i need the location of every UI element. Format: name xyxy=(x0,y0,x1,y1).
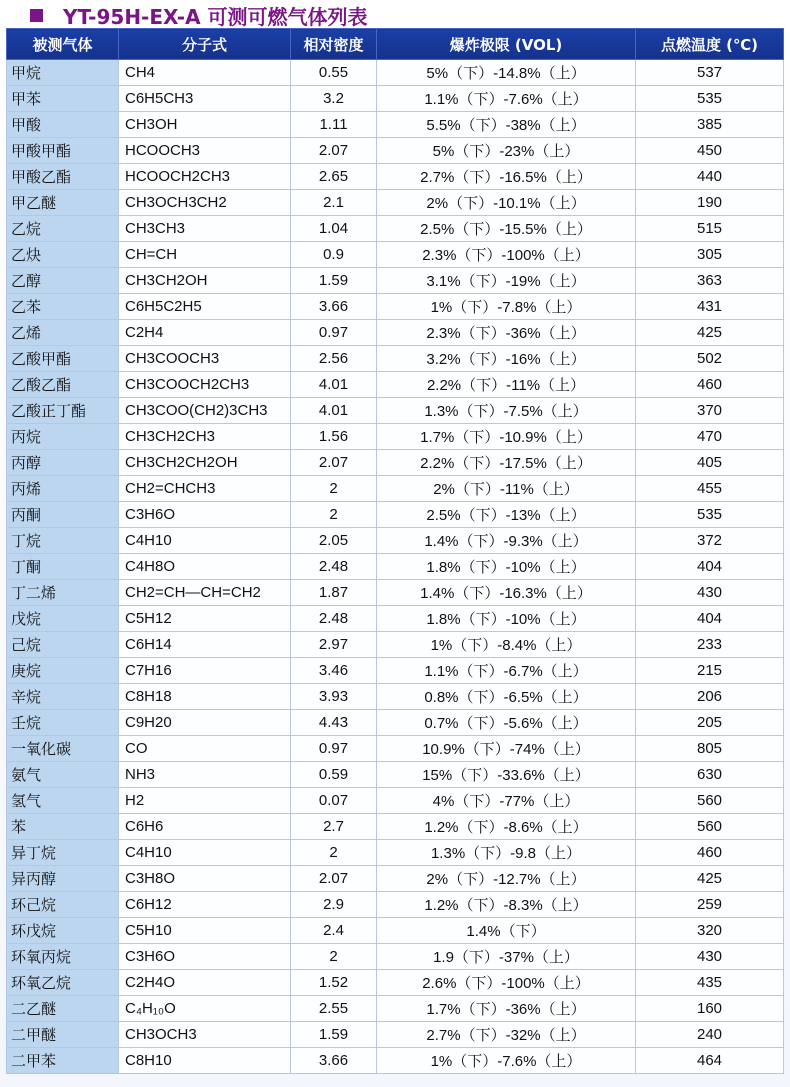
gas-table xyxy=(6,28,784,1074)
explosion-limits-cell: 2.5%（下）-15.5%（上） xyxy=(377,216,636,242)
table-row xyxy=(7,164,784,190)
explosion-limits-cell: 1.3%（下）-7.5%（上） xyxy=(377,398,636,424)
ignition-temp-cell: 425 xyxy=(636,320,784,346)
gas-name-cell: 环氧丙烷 xyxy=(7,944,119,970)
ignition-temp-cell: 431 xyxy=(636,294,784,320)
table-row xyxy=(7,1048,784,1074)
formula-cell: C5H12 xyxy=(119,606,291,632)
explosion-limits-cell: 5%（下）-14.8%（上） xyxy=(377,60,636,86)
explosion-limits-cell: 1.4%（下）-16.3%（上） xyxy=(377,580,636,606)
explosion-limits-cell: 0.7%（下）-5.6%（上） xyxy=(377,710,636,736)
ignition-temp-cell: 206 xyxy=(636,684,784,710)
gas-name-cell: 辛烷 xyxy=(7,684,119,710)
ignition-temp-cell: 537 xyxy=(636,60,784,86)
table-row xyxy=(7,450,784,476)
explosion-limits-cell: 3.1%（下）-19%（上） xyxy=(377,268,636,294)
table-row xyxy=(7,268,784,294)
density-cell: 4.43 xyxy=(291,710,377,736)
gas-name-cell: 甲酸甲酯 xyxy=(7,138,119,164)
explosion-limits-cell: 2.5%（下）-13%（上） xyxy=(377,502,636,528)
ignition-temp-cell: 440 xyxy=(636,164,784,190)
table-row xyxy=(7,814,784,840)
formula-cell: HCOOCH2CH3 xyxy=(119,164,291,190)
ignition-temp-cell: 560 xyxy=(636,788,784,814)
table-row xyxy=(7,866,784,892)
table-row xyxy=(7,840,784,866)
square-bullet-icon xyxy=(30,9,43,22)
gas-name-cell: 二乙醚 xyxy=(7,996,119,1022)
table-row xyxy=(7,294,784,320)
density-cell: 2.65 xyxy=(291,164,377,190)
density-cell: 2.1 xyxy=(291,190,377,216)
formula-cell: HCOOCH3 xyxy=(119,138,291,164)
table-row xyxy=(7,736,784,762)
ignition-temp-cell: 455 xyxy=(636,476,784,502)
formula-cell: C6H5C2H5 xyxy=(119,294,291,320)
ignition-temp-cell: 805 xyxy=(636,736,784,762)
density-cell: 2.56 xyxy=(291,346,377,372)
explosion-limits-cell: 5.5%（下）-38%（上） xyxy=(377,112,636,138)
table-row xyxy=(7,476,784,502)
formula-cell: CH2=CH—CH=CH2 xyxy=(119,580,291,606)
density-cell: 2.97 xyxy=(291,632,377,658)
ignition-temp-cell: 425 xyxy=(636,866,784,892)
explosion-limits-cell: 2.3%（下）-36%（上） xyxy=(377,320,636,346)
density-cell: 2.4 xyxy=(291,918,377,944)
ignition-temp-cell: 515 xyxy=(636,216,784,242)
header-ignition-temp: 点燃温度 (℃) xyxy=(636,29,784,60)
density-cell: 2 xyxy=(291,476,377,502)
ignition-temp-cell: 460 xyxy=(636,840,784,866)
density-cell: 0.07 xyxy=(291,788,377,814)
table-header xyxy=(7,29,784,60)
table-row xyxy=(7,424,784,450)
density-cell: 1.59 xyxy=(291,1022,377,1048)
formula-cell: C4H10 xyxy=(119,528,291,554)
gas-name-cell: 甲酸 xyxy=(7,112,119,138)
table-row xyxy=(7,970,784,996)
header-gas-name: 被测气体 xyxy=(7,29,119,60)
table-row xyxy=(7,398,784,424)
formula-cell: CH=CH xyxy=(119,242,291,268)
header-explosion-limits: 爆炸极限 (VOL) xyxy=(377,29,636,60)
formula-cell: C8H18 xyxy=(119,684,291,710)
density-cell: 0.97 xyxy=(291,736,377,762)
table-row xyxy=(7,242,784,268)
gas-name-cell: 丁二烯 xyxy=(7,580,119,606)
gas-name-cell: 甲酸乙酯 xyxy=(7,164,119,190)
density-cell: 1.52 xyxy=(291,970,377,996)
explosion-limits-cell: 1.3%（下）-9.8（上） xyxy=(377,840,636,866)
table-row xyxy=(7,788,784,814)
formula-cell: CH4 xyxy=(119,60,291,86)
density-cell: 0.9 xyxy=(291,242,377,268)
formula-cell: CH3OH xyxy=(119,112,291,138)
ignition-temp-cell: 233 xyxy=(636,632,784,658)
density-cell: 3.46 xyxy=(291,658,377,684)
ignition-temp-cell: 320 xyxy=(636,918,784,944)
formula-cell: C3H6O xyxy=(119,944,291,970)
density-cell: 1.11 xyxy=(291,112,377,138)
table-row xyxy=(7,216,784,242)
explosion-limits-cell: 3.2%（下）-16%（上） xyxy=(377,346,636,372)
formula-cell: CO xyxy=(119,736,291,762)
gas-name-cell: 甲苯 xyxy=(7,86,119,112)
gas-name-cell: 乙酸正丁酯 xyxy=(7,398,119,424)
density-cell: 2 xyxy=(291,840,377,866)
density-cell: 3.66 xyxy=(291,1048,377,1074)
explosion-limits-cell: 1.2%（下）-8.6%（上） xyxy=(377,814,636,840)
gas-name-cell: 戊烷 xyxy=(7,606,119,632)
density-cell: 2.48 xyxy=(291,554,377,580)
ignition-temp-cell: 240 xyxy=(636,1022,784,1048)
table-row xyxy=(7,190,784,216)
gas-name-cell: 壬烷 xyxy=(7,710,119,736)
explosion-limits-cell: 5%（下）-23%（上） xyxy=(377,138,636,164)
explosion-limits-cell: 1.7%（下）-36%（上） xyxy=(377,996,636,1022)
ignition-temp-cell: 305 xyxy=(636,242,784,268)
gas-name-cell: 丁烷 xyxy=(7,528,119,554)
formula-cell: NH3 xyxy=(119,762,291,788)
density-cell: 1.56 xyxy=(291,424,377,450)
gas-name-cell: 丙醇 xyxy=(7,450,119,476)
explosion-limits-cell: 1.8%（下）-10%（上） xyxy=(377,554,636,580)
explosion-limits-cell: 1.4%（下） xyxy=(377,918,636,944)
ignition-temp-cell: 450 xyxy=(636,138,784,164)
explosion-limits-cell: 1.2%（下）-8.3%（上） xyxy=(377,892,636,918)
ignition-temp-cell: 205 xyxy=(636,710,784,736)
density-cell: 2 xyxy=(291,944,377,970)
explosion-limits-cell: 1.4%（下）-9.3%（上） xyxy=(377,528,636,554)
density-cell: 0.55 xyxy=(291,60,377,86)
gas-name-cell: 己烷 xyxy=(7,632,119,658)
explosion-limits-cell: 15%（下）-33.6%（上） xyxy=(377,762,636,788)
explosion-limits-cell: 1%（下）-7.8%（上） xyxy=(377,294,636,320)
formula-cell: C8H10 xyxy=(119,1048,291,1074)
gas-name-cell: 环戊烷 xyxy=(7,918,119,944)
ignition-temp-cell: 460 xyxy=(636,372,784,398)
table-row xyxy=(7,580,784,606)
explosion-limits-cell: 2.6%（下）-100%（上） xyxy=(377,970,636,996)
formula-cell: C4H10 xyxy=(119,840,291,866)
gas-name-cell: 苯 xyxy=(7,814,119,840)
gas-name-cell: 丙烯 xyxy=(7,476,119,502)
ignition-temp-cell: 430 xyxy=(636,944,784,970)
explosion-limits-cell: 2%（下）-12.7%（上） xyxy=(377,866,636,892)
formula-cell: C4H8O xyxy=(119,554,291,580)
table-row xyxy=(7,892,784,918)
table-row xyxy=(7,60,784,86)
ignition-temp-cell: 370 xyxy=(636,398,784,424)
density-cell: 2.07 xyxy=(291,450,377,476)
explosion-limits-cell: 2.3%（下）-100%（上） xyxy=(377,242,636,268)
explosion-limits-cell: 2%（下）-10.1%（上） xyxy=(377,190,636,216)
ignition-temp-cell: 560 xyxy=(636,814,784,840)
density-cell: 3.93 xyxy=(291,684,377,710)
table-body xyxy=(7,60,784,1074)
formula-cell: CH3CH2CH2OH xyxy=(119,450,291,476)
table-row xyxy=(7,684,784,710)
density-cell: 1.87 xyxy=(291,580,377,606)
formula-cell: C2H4O xyxy=(119,970,291,996)
gas-name-cell: 丁酮 xyxy=(7,554,119,580)
gas-name-cell: 乙醇 xyxy=(7,268,119,294)
ignition-temp-cell: 502 xyxy=(636,346,784,372)
formula-cell: C3H6O xyxy=(119,502,291,528)
ignition-temp-cell: 372 xyxy=(636,528,784,554)
formula-cell: C3H8O xyxy=(119,866,291,892)
gas-name-cell: 丙烷 xyxy=(7,424,119,450)
explosion-limits-cell: 2.7%（下）-32%（上） xyxy=(377,1022,636,1048)
explosion-limits-cell: 2.2%（下）-11%（上） xyxy=(377,372,636,398)
header-density: 相对密度 xyxy=(291,29,377,60)
table-row xyxy=(7,528,784,554)
gas-name-cell: 氢气 xyxy=(7,788,119,814)
gas-name-cell: 乙酸乙酯 xyxy=(7,372,119,398)
ignition-temp-cell: 535 xyxy=(636,86,784,112)
ignition-temp-cell: 385 xyxy=(636,112,784,138)
formula-cell: CH3OCH3CH2 xyxy=(119,190,291,216)
table-row xyxy=(7,112,784,138)
explosion-limits-cell: 2.2%（下）-17.5%（上） xyxy=(377,450,636,476)
formula-cell: C9H20 xyxy=(119,710,291,736)
formula-cell: C5H10 xyxy=(119,918,291,944)
density-cell: 3.66 xyxy=(291,294,377,320)
gas-name-cell: 一氧化碳 xyxy=(7,736,119,762)
table-row xyxy=(7,710,784,736)
table-row xyxy=(7,86,784,112)
explosion-limits-cell: 1.7%（下）-10.9%（上） xyxy=(377,424,636,450)
gas-name-cell: 氨气 xyxy=(7,762,119,788)
gas-name-cell: 二甲醚 xyxy=(7,1022,119,1048)
density-cell: 4.01 xyxy=(291,372,377,398)
table-row xyxy=(7,606,784,632)
density-cell: 2.48 xyxy=(291,606,377,632)
gas-name-cell: 异丙醇 xyxy=(7,866,119,892)
density-cell: 3.2 xyxy=(291,86,377,112)
ignition-temp-cell: 535 xyxy=(636,502,784,528)
density-cell: 2.05 xyxy=(291,528,377,554)
density-cell: 2.07 xyxy=(291,138,377,164)
ignition-temp-cell: 215 xyxy=(636,658,784,684)
density-cell: 1.59 xyxy=(291,268,377,294)
ignition-temp-cell: 464 xyxy=(636,1048,784,1074)
density-cell: 2.7 xyxy=(291,814,377,840)
formula-cell: C6H14 xyxy=(119,632,291,658)
ignition-temp-cell: 190 xyxy=(636,190,784,216)
density-cell: 2.07 xyxy=(291,866,377,892)
density-cell: 2.9 xyxy=(291,892,377,918)
formula-cell: CH3CH2OH xyxy=(119,268,291,294)
formula-cell: CH3COOCH2CH3 xyxy=(119,372,291,398)
gas-name-cell: 环氧乙烷 xyxy=(7,970,119,996)
explosion-limits-cell: 0.8%（下）-6.5%（上） xyxy=(377,684,636,710)
explosion-limits-cell: 2%（下）-11%（上） xyxy=(377,476,636,502)
gas-name-cell: 乙酸甲酯 xyxy=(7,346,119,372)
density-cell: 0.59 xyxy=(291,762,377,788)
formula-cell: H2 xyxy=(119,788,291,814)
density-cell: 4.01 xyxy=(291,398,377,424)
header-row xyxy=(7,29,784,60)
ignition-temp-cell: 404 xyxy=(636,606,784,632)
formula-cell: C6H12 xyxy=(119,892,291,918)
table-row xyxy=(7,632,784,658)
table-row xyxy=(7,320,784,346)
table-row xyxy=(7,502,784,528)
explosion-limits-cell: 1%（下）-7.6%（上） xyxy=(377,1048,636,1074)
page-title: YT-95H-EX-A 可测可燃气体列表 xyxy=(63,4,368,29)
header-formula: 分子式 xyxy=(119,29,291,60)
page-title-bar xyxy=(8,3,368,27)
formula-cell: CH3OCH3 xyxy=(119,1022,291,1048)
explosion-limits-cell: 1.8%（下）-10%（上） xyxy=(377,606,636,632)
density-cell: 1.04 xyxy=(291,216,377,242)
density-cell: 0.97 xyxy=(291,320,377,346)
table-row xyxy=(7,554,784,580)
explosion-limits-cell: 2.7%（下）-16.5%（上） xyxy=(377,164,636,190)
formula-cell: C2H4 xyxy=(119,320,291,346)
table-row xyxy=(7,346,784,372)
ignition-temp-cell: 435 xyxy=(636,970,784,996)
gas-name-cell: 异丁烷 xyxy=(7,840,119,866)
table-row xyxy=(7,1022,784,1048)
ignition-temp-cell: 470 xyxy=(636,424,784,450)
gas-name-cell: 乙烯 xyxy=(7,320,119,346)
formula-cell: C6H5CH3 xyxy=(119,86,291,112)
gas-name-cell: 甲烷 xyxy=(7,60,119,86)
table-row xyxy=(7,658,784,684)
gas-name-cell: 丙酮 xyxy=(7,502,119,528)
density-cell: 2 xyxy=(291,502,377,528)
table-row xyxy=(7,762,784,788)
formula-cell: CH3CH3 xyxy=(119,216,291,242)
formula-cell: CH3COOCH3 xyxy=(119,346,291,372)
explosion-limits-cell: 1.9（下）-37%（上） xyxy=(377,944,636,970)
gas-name-cell: 乙烷 xyxy=(7,216,119,242)
ignition-temp-cell: 404 xyxy=(636,554,784,580)
gas-name-cell: 甲乙醚 xyxy=(7,190,119,216)
explosion-limits-cell: 1.1%（下）-6.7%（上） xyxy=(377,658,636,684)
gas-name-cell: 环己烷 xyxy=(7,892,119,918)
density-cell: 2.55 xyxy=(291,996,377,1022)
gas-name-cell: 庚烷 xyxy=(7,658,119,684)
gas-name-cell: 乙苯 xyxy=(7,294,119,320)
table-row xyxy=(7,944,784,970)
gas-name-cell: 二甲苯 xyxy=(7,1048,119,1074)
table-row xyxy=(7,996,784,1022)
ignition-temp-cell: 630 xyxy=(636,762,784,788)
explosion-limits-cell: 1%（下）-8.4%（上） xyxy=(377,632,636,658)
table-row xyxy=(7,372,784,398)
ignition-temp-cell: 259 xyxy=(636,892,784,918)
explosion-limits-cell: 10.9%（下）-74%（上） xyxy=(377,736,636,762)
ignition-temp-cell: 363 xyxy=(636,268,784,294)
table-row xyxy=(7,138,784,164)
ignition-temp-cell: 405 xyxy=(636,450,784,476)
gas-name-cell: 乙炔 xyxy=(7,242,119,268)
ignition-temp-cell: 430 xyxy=(636,580,784,606)
formula-cell: C6H6 xyxy=(119,814,291,840)
ignition-temp-cell: 160 xyxy=(636,996,784,1022)
formula-cell: CH3COO(CH2)3CH3 xyxy=(119,398,291,424)
explosion-limits-cell: 1.1%（下）-7.6%（上） xyxy=(377,86,636,112)
table-row xyxy=(7,918,784,944)
formula-cell: C7H16 xyxy=(119,658,291,684)
formula-cell: C₄H₁₀O xyxy=(119,996,291,1022)
explosion-limits-cell: 4%（下）-77%（上） xyxy=(377,788,636,814)
formula-cell: CH2=CHCH3 xyxy=(119,476,291,502)
formula-cell: CH3CH2CH3 xyxy=(119,424,291,450)
